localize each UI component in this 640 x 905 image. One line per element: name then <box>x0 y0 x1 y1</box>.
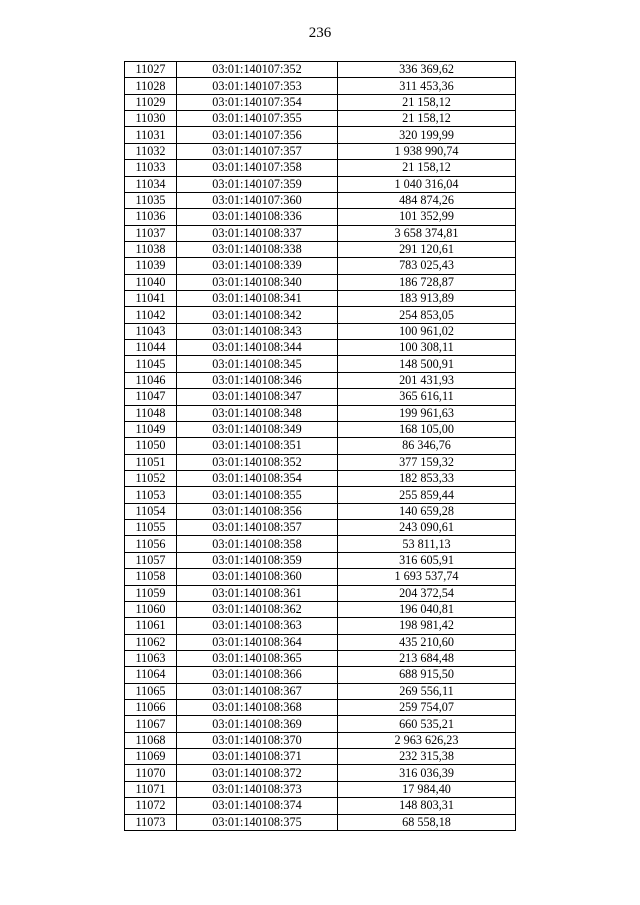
value-cell: 196 040,81 <box>338 601 516 617</box>
table-row <box>125 470 516 486</box>
table-row <box>125 340 516 356</box>
cadastral-number-cell: 03:01:140108:351 <box>177 438 338 454</box>
cadastral-number-cell: 03:01:140108:364 <box>177 634 338 650</box>
table-row <box>125 111 516 127</box>
cadastral-number-cell: 03:01:140108:343 <box>177 323 338 339</box>
row-number-cell: 11041 <box>125 291 177 307</box>
table-row <box>125 291 516 307</box>
cadastral-number-cell: 03:01:140108:363 <box>177 618 338 634</box>
value-cell: 1 938 990,74 <box>338 143 516 159</box>
value-cell: 183 913,89 <box>338 291 516 307</box>
cadastral-number-cell: 03:01:140107:353 <box>177 78 338 94</box>
table-row <box>125 241 516 257</box>
table-row <box>125 536 516 552</box>
cadastral-number-cell: 03:01:140108:340 <box>177 274 338 290</box>
value-cell: 213 684,48 <box>338 650 516 666</box>
row-number-cell: 11064 <box>125 667 177 683</box>
cadastral-number-cell: 03:01:140108:361 <box>177 585 338 601</box>
value-cell: 198 981,42 <box>338 618 516 634</box>
cadastral-number-cell: 03:01:140108:336 <box>177 209 338 225</box>
value-cell: 316 036,39 <box>338 765 516 781</box>
row-number-cell: 11056 <box>125 536 177 552</box>
cadastral-number-cell: 03:01:140108:360 <box>177 569 338 585</box>
cadastral-number-cell: 03:01:140108:357 <box>177 520 338 536</box>
value-cell: 255 859,44 <box>338 487 516 503</box>
table-row <box>125 160 516 176</box>
value-cell: 3 658 374,81 <box>338 225 516 241</box>
cadastral-number-cell: 03:01:140108:366 <box>177 667 338 683</box>
value-cell: 148 500,91 <box>338 356 516 372</box>
cadastral-number-cell: 03:01:140108:348 <box>177 405 338 421</box>
table-row <box>125 78 516 94</box>
value-cell: 254 853,05 <box>338 307 516 323</box>
table-row <box>125 405 516 421</box>
row-number-cell: 11054 <box>125 503 177 519</box>
row-number-cell: 11038 <box>125 241 177 257</box>
cadastral-number-cell: 03:01:140108:371 <box>177 749 338 765</box>
value-cell: 243 090,61 <box>338 520 516 536</box>
cadastral-number-cell: 03:01:140108:374 <box>177 798 338 814</box>
cadastral-number-cell: 03:01:140107:356 <box>177 127 338 143</box>
row-number-cell: 11067 <box>125 716 177 732</box>
row-number-cell: 11050 <box>125 438 177 454</box>
table-row <box>125 749 516 765</box>
table-row <box>125 454 516 470</box>
table-row <box>125 176 516 192</box>
row-number-cell: 11033 <box>125 160 177 176</box>
value-cell: 148 803,31 <box>338 798 516 814</box>
row-number-cell: 11066 <box>125 700 177 716</box>
value-cell: 168 105,00 <box>338 421 516 437</box>
value-cell: 320 199,99 <box>338 127 516 143</box>
row-number-cell: 11034 <box>125 176 177 192</box>
table-row <box>125 618 516 634</box>
cadastral-number-cell: 03:01:140108:345 <box>177 356 338 372</box>
row-number-cell: 11053 <box>125 487 177 503</box>
row-number-cell: 11028 <box>125 78 177 94</box>
row-number-cell: 11055 <box>125 520 177 536</box>
row-number-cell: 11035 <box>125 192 177 208</box>
cadastral-number-cell: 03:01:140108:356 <box>177 503 338 519</box>
cadastral-number-cell: 03:01:140107:357 <box>177 143 338 159</box>
row-number-cell: 11027 <box>125 62 177 78</box>
value-cell: 17 984,40 <box>338 781 516 797</box>
cadastral-number-cell: 03:01:140107:360 <box>177 192 338 208</box>
row-number-cell: 11030 <box>125 111 177 127</box>
value-cell: 377 159,32 <box>338 454 516 470</box>
value-cell: 21 158,12 <box>338 111 516 127</box>
row-number-cell: 11032 <box>125 143 177 159</box>
value-cell: 140 659,28 <box>338 503 516 519</box>
value-cell: 199 961,63 <box>338 405 516 421</box>
row-number-cell: 11068 <box>125 732 177 748</box>
row-number-cell: 11058 <box>125 569 177 585</box>
value-cell: 2 963 626,23 <box>338 732 516 748</box>
row-number-cell: 11073 <box>125 814 177 830</box>
row-number-cell: 11059 <box>125 585 177 601</box>
cadastral-number-cell: 03:01:140108:341 <box>177 291 338 307</box>
row-number-cell: 11045 <box>125 356 177 372</box>
value-cell: 204 372,54 <box>338 585 516 601</box>
row-number-cell: 11061 <box>125 618 177 634</box>
cadastral-number-cell: 03:01:140108:373 <box>177 781 338 797</box>
cadastral-number-cell: 03:01:140108:362 <box>177 601 338 617</box>
value-cell: 311 453,36 <box>338 78 516 94</box>
row-number-cell: 11047 <box>125 389 177 405</box>
table-body <box>125 62 516 831</box>
row-number-cell: 11069 <box>125 749 177 765</box>
cadastral-number-cell: 03:01:140108:346 <box>177 372 338 388</box>
cadastral-number-cell: 03:01:140108:370 <box>177 732 338 748</box>
table-row <box>125 323 516 339</box>
table-row <box>125 520 516 536</box>
row-number-cell: 11051 <box>125 454 177 470</box>
cadastral-number-cell: 03:01:140108:339 <box>177 258 338 274</box>
value-cell: 1 040 316,04 <box>338 176 516 192</box>
value-cell: 484 874,26 <box>338 192 516 208</box>
cadastral-number-cell: 03:01:140108:368 <box>177 700 338 716</box>
value-cell: 100 308,11 <box>338 340 516 356</box>
value-cell: 186 728,87 <box>338 274 516 290</box>
table-row <box>125 634 516 650</box>
table-row <box>125 716 516 732</box>
cadastral-number-cell: 03:01:140108:358 <box>177 536 338 552</box>
table-row <box>125 798 516 814</box>
cadastral-number-cell: 03:01:140108:369 <box>177 716 338 732</box>
cadastral-number-cell: 03:01:140108:344 <box>177 340 338 356</box>
cadastral-number-cell: 03:01:140107:359 <box>177 176 338 192</box>
row-number-cell: 11049 <box>125 421 177 437</box>
cadastral-number-cell: 03:01:140108:349 <box>177 421 338 437</box>
table-row <box>125 732 516 748</box>
row-number-cell: 11065 <box>125 683 177 699</box>
table-row <box>125 700 516 716</box>
value-cell: 783 025,43 <box>338 258 516 274</box>
row-number-cell: 11044 <box>125 340 177 356</box>
value-cell: 68 558,18 <box>338 814 516 830</box>
table-row <box>125 552 516 568</box>
value-cell: 53 811,13 <box>338 536 516 552</box>
row-number-cell: 11037 <box>125 225 177 241</box>
cadastral-number-cell: 03:01:140108:355 <box>177 487 338 503</box>
value-cell: 291 120,61 <box>338 241 516 257</box>
row-number-cell: 11039 <box>125 258 177 274</box>
cadastral-number-cell: 03:01:140108:354 <box>177 470 338 486</box>
value-cell: 688 915,50 <box>338 667 516 683</box>
row-number-cell: 11072 <box>125 798 177 814</box>
table-row <box>125 225 516 241</box>
cadastral-number-cell: 03:01:140107:358 <box>177 160 338 176</box>
table-row <box>125 372 516 388</box>
value-cell: 182 853,33 <box>338 470 516 486</box>
table-row <box>125 601 516 617</box>
cadastral-number-cell: 03:01:140108:352 <box>177 454 338 470</box>
table-row <box>125 94 516 110</box>
row-number-cell: 11031 <box>125 127 177 143</box>
value-cell: 259 754,07 <box>338 700 516 716</box>
row-number-cell: 11036 <box>125 209 177 225</box>
row-number-cell: 11046 <box>125 372 177 388</box>
table-row <box>125 781 516 797</box>
table-row <box>125 814 516 830</box>
table-row <box>125 209 516 225</box>
value-cell: 1 693 537,74 <box>338 569 516 585</box>
value-cell: 21 158,12 <box>338 160 516 176</box>
table-row <box>125 421 516 437</box>
table-row <box>125 62 516 78</box>
cadastral-number-cell: 03:01:140108:365 <box>177 650 338 666</box>
table-row <box>125 667 516 683</box>
cadastral-number-cell: 03:01:140108:338 <box>177 241 338 257</box>
row-number-cell: 11063 <box>125 650 177 666</box>
data-table <box>124 61 516 831</box>
cadastral-number-cell: 03:01:140108:367 <box>177 683 338 699</box>
cadastral-number-cell: 03:01:140108:347 <box>177 389 338 405</box>
cadastral-number-cell: 03:01:140108:337 <box>177 225 338 241</box>
cadastral-number-cell: 03:01:140108:375 <box>177 814 338 830</box>
value-cell: 21 158,12 <box>338 94 516 110</box>
value-cell: 201 431,93 <box>338 372 516 388</box>
table-row <box>125 307 516 323</box>
table-row <box>125 683 516 699</box>
value-cell: 269 556,11 <box>338 683 516 699</box>
value-cell: 100 961,02 <box>338 323 516 339</box>
table-row <box>125 503 516 519</box>
table-row <box>125 569 516 585</box>
row-number-cell: 11062 <box>125 634 177 650</box>
value-cell: 101 352,99 <box>338 209 516 225</box>
row-number-cell: 11052 <box>125 470 177 486</box>
cadastral-number-cell: 03:01:140107:352 <box>177 62 338 78</box>
value-cell: 316 605,91 <box>338 552 516 568</box>
cadastral-number-cell: 03:01:140108:359 <box>177 552 338 568</box>
value-cell: 336 369,62 <box>338 62 516 78</box>
value-cell: 435 210,60 <box>338 634 516 650</box>
table-row <box>125 487 516 503</box>
table-row <box>125 127 516 143</box>
cadastral-number-cell: 03:01:140107:355 <box>177 111 338 127</box>
row-number-cell: 11070 <box>125 765 177 781</box>
table-row <box>125 585 516 601</box>
row-number-cell: 11048 <box>125 405 177 421</box>
row-number-cell: 11042 <box>125 307 177 323</box>
cadastral-number-cell: 03:01:140108:342 <box>177 307 338 323</box>
table-row <box>125 389 516 405</box>
table-row <box>125 765 516 781</box>
table-row <box>125 274 516 290</box>
table-row <box>125 650 516 666</box>
value-cell: 232 315,38 <box>338 749 516 765</box>
table-row <box>125 258 516 274</box>
row-number-cell: 11060 <box>125 601 177 617</box>
page-number: 236 <box>308 25 332 41</box>
table-row <box>125 192 516 208</box>
row-number-cell: 11071 <box>125 781 177 797</box>
row-number-cell: 11040 <box>125 274 177 290</box>
row-number-cell: 11043 <box>125 323 177 339</box>
cadastral-number-cell: 03:01:140107:354 <box>177 94 338 110</box>
value-cell: 660 535,21 <box>338 716 516 732</box>
table-row <box>125 356 516 372</box>
row-number-cell: 11057 <box>125 552 177 568</box>
table-row <box>125 143 516 159</box>
value-cell: 86 346,76 <box>338 438 516 454</box>
cadastral-number-cell: 03:01:140108:372 <box>177 765 338 781</box>
table-row <box>125 438 516 454</box>
value-cell: 365 616,11 <box>338 389 516 405</box>
row-number-cell: 11029 <box>125 94 177 110</box>
